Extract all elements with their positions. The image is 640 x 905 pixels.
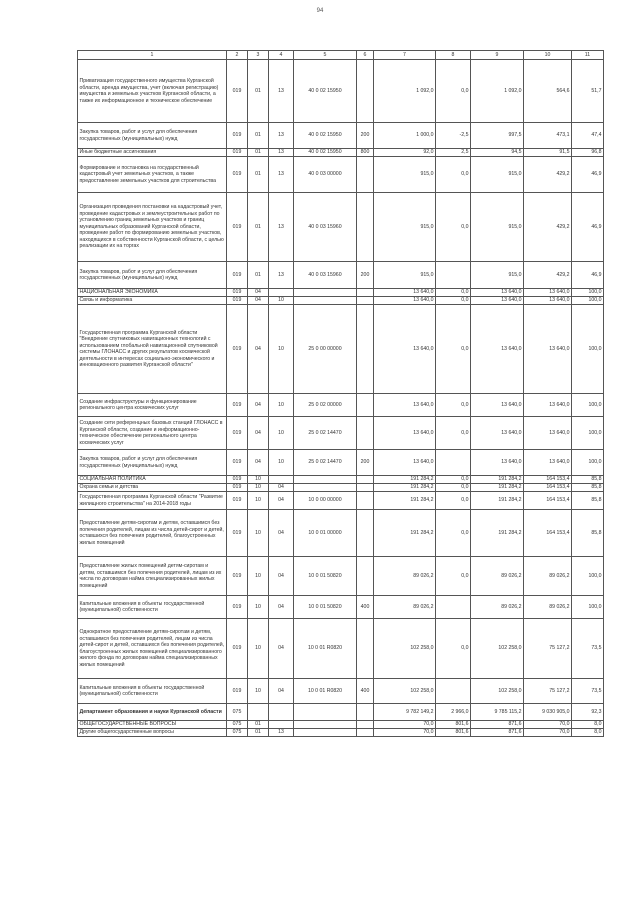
table-cell: 04	[269, 619, 294, 679]
row-label-cell: Капитальные вложения в объекты государственной (муниципальной) собственности	[78, 679, 227, 704]
table-cell: 10	[248, 679, 269, 704]
table-cell: 01	[248, 721, 269, 729]
table-cell: 019	[227, 289, 248, 297]
table-cell: 191 284,2	[471, 510, 524, 557]
table-cell	[357, 704, 374, 721]
table-cell: 85,8	[572, 476, 604, 484]
column-header: 11	[572, 51, 604, 60]
column-header: 3	[248, 51, 269, 60]
table-cell: 75 127,2	[524, 679, 572, 704]
table-cell: 01	[248, 729, 269, 737]
table-cell	[294, 476, 357, 484]
table-cell: 10 0 01 R0820	[294, 679, 357, 704]
table-cell	[357, 476, 374, 484]
table-row	[78, 557, 604, 596]
table-cell: 0,0	[436, 297, 471, 305]
table-cell	[357, 60, 374, 123]
table-cell: 10 0 01 50820	[294, 557, 357, 596]
table-cell: 019	[227, 484, 248, 492]
table-cell: 75 127,2	[524, 619, 572, 679]
table-cell: 13 640,0	[471, 297, 524, 305]
table-cell: 191 284,2	[374, 484, 436, 492]
table-cell	[357, 417, 374, 450]
table-cell: 10 0 01 50820	[294, 596, 357, 619]
row-label-cell: Государственная программа Курганской области "Развитие жилищного строительства" на 2014-2018 годы	[78, 492, 227, 510]
table-row	[78, 305, 604, 394]
table-cell: 40 0 03 15960	[294, 262, 357, 289]
table-cell: 915,0	[374, 193, 436, 262]
table-cell	[294, 289, 357, 297]
row-label-cell: Связь и информатика	[78, 297, 227, 305]
table-cell: 191 284,2	[374, 476, 436, 484]
table-cell: 10	[269, 450, 294, 476]
table-cell: 13	[269, 123, 294, 149]
table-cell: 915,0	[471, 262, 524, 289]
table-row	[78, 123, 604, 149]
table-cell: 01	[248, 157, 269, 193]
table-cell: 91,5	[524, 149, 572, 157]
table-cell	[248, 704, 269, 721]
table-cell: 915,0	[374, 262, 436, 289]
table-cell: 89 026,2	[471, 557, 524, 596]
table-cell: 51,7	[572, 60, 604, 123]
table-cell: 164 153,4	[524, 492, 572, 510]
table-cell: 019	[227, 476, 248, 484]
table-cell: 13 640,0	[471, 394, 524, 417]
table-cell: 10	[269, 297, 294, 305]
table-cell: 10	[248, 476, 269, 484]
table-cell	[294, 721, 357, 729]
table-cell: 2 966,0	[436, 704, 471, 721]
table-cell: 10	[269, 394, 294, 417]
table-cell: 100,0	[572, 557, 604, 596]
table-row	[78, 721, 604, 729]
table-cell: 0,0	[436, 394, 471, 417]
column-header: 9	[471, 51, 524, 60]
table-cell: 019	[227, 157, 248, 193]
table-cell: 13 640,0	[374, 297, 436, 305]
table-cell: 13 640,0	[471, 417, 524, 450]
table-cell: 8,0	[572, 729, 604, 737]
budget-table	[77, 50, 604, 737]
table-cell: 04	[248, 417, 269, 450]
table-cell: 01	[248, 60, 269, 123]
table-cell: 13 640,0	[471, 450, 524, 476]
row-label-cell: ОБЩЕГОСУДАРСТВЕННЫЕ ВОПРОСЫ	[78, 721, 227, 729]
table-cell: 1 092,0	[471, 60, 524, 123]
column-header: 5	[294, 51, 357, 60]
table-cell	[294, 729, 357, 737]
table-cell: 89 026,2	[374, 557, 436, 596]
table-row	[78, 289, 604, 297]
table-cell: 04	[269, 492, 294, 510]
table-cell: 1 092,0	[374, 60, 436, 123]
table-cell: 164 153,4	[524, 510, 572, 557]
table-cell	[357, 394, 374, 417]
table-cell: 019	[227, 492, 248, 510]
row-label-cell: Приватизация государственного имущества Курганской области, аренда имущества, учет (включая регистрацию) имущества и земельных участков Курганской области, а также их информационное и техническое обеспечение	[78, 60, 227, 123]
table-cell	[294, 297, 357, 305]
table-cell: 800	[357, 149, 374, 157]
table-cell: 70,0	[374, 721, 436, 729]
table-cell: 191 284,2	[374, 510, 436, 557]
table-cell: 564,6	[524, 60, 572, 123]
table-cell: 019	[227, 305, 248, 394]
table-cell: 019	[227, 450, 248, 476]
table-cell: 915,0	[471, 193, 524, 262]
table-cell: 13 640,0	[524, 305, 572, 394]
row-label-cell: Другие общегосударственные вопросы	[78, 729, 227, 737]
table-cell: 10	[248, 484, 269, 492]
table-cell: 100,0	[572, 596, 604, 619]
row-label-cell: СОЦИАЛЬНАЯ ПОЛИТИКА	[78, 476, 227, 484]
row-label-cell: Государственная программа Курганской области "Внедрение спутниковых навигационных технологий с использованием глобальной навигационной спутниковой системы ГЛОНАСС и других результатов космической деятельности в интересах социально-экономического и инновационного развития Курганской области"	[78, 305, 227, 394]
table-cell: 96,8	[572, 149, 604, 157]
table-cell: 019	[227, 510, 248, 557]
table-row	[78, 619, 604, 679]
table-cell: 13 640,0	[374, 417, 436, 450]
table-cell	[294, 704, 357, 721]
table-cell: 04	[269, 596, 294, 619]
table-cell: 70,0	[524, 721, 572, 729]
table-cell: 89 026,2	[374, 596, 436, 619]
column-header: 4	[269, 51, 294, 60]
table-cell: 01	[248, 193, 269, 262]
table-cell: 997,5	[471, 123, 524, 149]
table-cell	[357, 729, 374, 737]
table-cell: 13 640,0	[374, 305, 436, 394]
table-cell: 019	[227, 394, 248, 417]
table-cell: -2,5	[436, 123, 471, 149]
table-row	[78, 193, 604, 262]
table-cell: 8,0	[572, 721, 604, 729]
table-cell: 100,0	[572, 450, 604, 476]
row-label-cell: Закупка товаров, работ и услуг для обеспечения государственных (муниципальных) нужд	[78, 262, 227, 289]
row-label-cell: Однократное предоставление детям-сиротам и детям, оставшимся без попечения родителей, лицам из числа детей-сирот и детей, оставшихся без попечения родителей, благоустроенных жилых помещений специализированного жилого фонда по договорам найма специализированных жилых помещений	[78, 619, 227, 679]
table-cell: 10 0 00 00000	[294, 492, 357, 510]
table-cell: 100,0	[572, 289, 604, 297]
table-cell: 102 258,0	[471, 679, 524, 704]
table-cell: 10	[248, 510, 269, 557]
table-cell: 915,0	[374, 157, 436, 193]
table-row	[78, 729, 604, 737]
table-cell: 429,2	[524, 262, 572, 289]
table-cell: 801,6	[436, 721, 471, 729]
table-cell: 04	[248, 394, 269, 417]
table-cell: 13 640,0	[524, 450, 572, 476]
table-cell: 10	[269, 417, 294, 450]
table-cell: 13	[269, 193, 294, 262]
table-cell: 13 640,0	[374, 450, 436, 476]
table-cell: 10	[248, 619, 269, 679]
table-cell: 13 640,0	[524, 394, 572, 417]
table-cell: 13 640,0	[524, 289, 572, 297]
row-label-cell: Иные бюджетные ассигнования	[78, 149, 227, 157]
row-label-cell: Предоставление детям-сиротам и детям, оставшимся без попечения родителей, лицам из числа детей-сирот и детей, оставшихся без попечения родителей, благоустроенных жилых помещений	[78, 510, 227, 557]
table-cell: 0,0	[436, 157, 471, 193]
table-cell	[357, 557, 374, 596]
table-row	[78, 417, 604, 450]
table-cell: 85,8	[572, 484, 604, 492]
table-cell: 04	[248, 289, 269, 297]
table-cell	[294, 484, 357, 492]
table-cell: 019	[227, 557, 248, 596]
table-cell: 89 026,2	[524, 557, 572, 596]
table-cell: 10 0 01 R0820	[294, 619, 357, 679]
table-row	[78, 492, 604, 510]
table-cell: 13	[269, 157, 294, 193]
table-cell: 01	[248, 149, 269, 157]
table-cell: 13	[269, 149, 294, 157]
table-cell: 13	[269, 729, 294, 737]
table-cell: 10	[248, 492, 269, 510]
table-cell: 191 284,2	[471, 484, 524, 492]
table-cell: 70,0	[374, 729, 436, 737]
table-cell: 100,0	[572, 297, 604, 305]
table-cell	[357, 619, 374, 679]
row-label-cell: Капитальные вложения в объекты государственной (муниципальной) собственности	[78, 596, 227, 619]
row-label-cell: Закупка товаров, работ и услуг для обеспечения государственных (муниципальных) нужд	[78, 450, 227, 476]
table-cell: 13	[269, 262, 294, 289]
table-cell: 10	[269, 305, 294, 394]
table-cell	[269, 704, 294, 721]
table-cell: 9 785 115,2	[471, 704, 524, 721]
table-cell: 13 640,0	[374, 394, 436, 417]
table-cell: 46,9	[572, 262, 604, 289]
table-cell: 70,0	[524, 729, 572, 737]
table-cell: 85,8	[572, 492, 604, 510]
table-row	[78, 149, 604, 157]
row-label-cell: Охрана семьи и детства	[78, 484, 227, 492]
table-cell	[269, 476, 294, 484]
table-cell: 102 258,0	[471, 619, 524, 679]
table-cell	[357, 492, 374, 510]
table-cell: 04	[248, 450, 269, 476]
table-cell: 075	[227, 729, 248, 737]
table-cell: 019	[227, 596, 248, 619]
table-cell: 9 030 905,0	[524, 704, 572, 721]
table-cell: 04	[269, 510, 294, 557]
table-cell: 25 0 02 14470	[294, 450, 357, 476]
row-label-cell: Создание инфраструктуры и функционирование регионального центра космических услуг	[78, 394, 227, 417]
table-cell: 25 0 02 00000	[294, 394, 357, 417]
page-number: 94	[316, 8, 324, 14]
column-header: 6	[357, 51, 374, 60]
table-row	[78, 510, 604, 557]
table-cell: 0,0	[436, 492, 471, 510]
table-cell: 100,0	[572, 394, 604, 417]
table-cell: 04	[269, 484, 294, 492]
table-cell: 1 000,0	[374, 123, 436, 149]
table-cell: 10	[248, 557, 269, 596]
row-label-cell: Предоставление жилых помещений детям-сиротам и детям, оставшимся без попечения родителей, лицам из их числа по договорам найма специализированных жилых помещений	[78, 557, 227, 596]
table-cell	[436, 450, 471, 476]
table-cell: 85,8	[572, 510, 604, 557]
table-cell: 40 0 02 15950	[294, 123, 357, 149]
table-cell: 019	[227, 262, 248, 289]
table-cell: 473,1	[524, 123, 572, 149]
table-cell	[269, 721, 294, 729]
table-cell: 92,0	[374, 149, 436, 157]
table-cell: 04	[269, 557, 294, 596]
row-label-cell: Закупка товаров, работ и услуг для обеспечения государственных (муниципальных) нужд	[78, 123, 227, 149]
table-cell: 40 0 03 00000	[294, 157, 357, 193]
table-cell: 0,0	[436, 193, 471, 262]
table-cell	[436, 679, 471, 704]
table-cell: 400	[357, 596, 374, 619]
table-header-row	[78, 51, 604, 60]
table-row	[78, 297, 604, 305]
table-cell: 25 0 02 14470	[294, 417, 357, 450]
column-header: 7	[374, 51, 436, 60]
table-cell: 915,0	[471, 157, 524, 193]
table-cell: 0,0	[436, 417, 471, 450]
column-header: 10	[524, 51, 572, 60]
table-cell	[357, 721, 374, 729]
table-cell: 871,6	[471, 721, 524, 729]
table-cell: 2,5	[436, 149, 471, 157]
table-cell: 0,0	[436, 619, 471, 679]
table-row	[78, 679, 604, 704]
table-cell: 191 284,2	[471, 492, 524, 510]
table-cell: 100,0	[572, 305, 604, 394]
table-cell: 102 258,0	[374, 679, 436, 704]
table-cell: 89 026,2	[524, 596, 572, 619]
column-header: 1	[78, 51, 227, 60]
table-row	[78, 157, 604, 193]
row-label-cell: Создание сети референцных базовых станций ГЛОНАСС в Курганской области, создание и информационно-техническое обеспечение регионального центра космических услуг	[78, 417, 227, 450]
table-cell: 10	[248, 596, 269, 619]
table-cell: 25 0 00 00000	[294, 305, 357, 394]
table-cell	[357, 305, 374, 394]
table-cell: 200	[357, 123, 374, 149]
table-cell: 01	[248, 262, 269, 289]
table-cell: 92,3	[572, 704, 604, 721]
table-cell: 0,0	[436, 510, 471, 557]
table-cell: 0,0	[436, 476, 471, 484]
table-cell	[436, 596, 471, 619]
table-row	[78, 476, 604, 484]
table-cell: 0,0	[436, 484, 471, 492]
row-label-cell: Департамент образования и науки Курганской области	[78, 704, 227, 721]
table-cell: 73,5	[572, 619, 604, 679]
table-cell: 019	[227, 417, 248, 450]
table-row	[78, 450, 604, 476]
table-cell: 200	[357, 262, 374, 289]
table-cell	[357, 157, 374, 193]
table-cell: 04	[248, 297, 269, 305]
table-cell: 04	[248, 305, 269, 394]
table-cell: 0,0	[436, 305, 471, 394]
table-cell	[357, 289, 374, 297]
table-cell	[269, 289, 294, 297]
table-cell: 13 640,0	[374, 289, 436, 297]
table-row	[78, 394, 604, 417]
row-label-cell: НАЦИОНАЛЬНАЯ ЭКОНОМИКА	[78, 289, 227, 297]
table-cell: 94,5	[471, 149, 524, 157]
table-cell: 40 0 03 15960	[294, 193, 357, 262]
table-cell: 019	[227, 679, 248, 704]
column-header: 8	[436, 51, 471, 60]
table-cell	[357, 510, 374, 557]
table-cell: 019	[227, 123, 248, 149]
table-cell: 164 153,4	[524, 476, 572, 484]
table-cell	[436, 262, 471, 289]
table-cell: 400	[357, 679, 374, 704]
table-cell: 46,9	[572, 193, 604, 262]
table-cell: 10 0 01 00000	[294, 510, 357, 557]
row-label-cell: Организация проведения постановки на кадастровый учет, проведение кадастровых и землеустроительных работ по установлению границ земельных участков и границ муниципальных образований Курганской области, проведение работ по формированию земельных участков, находящихся в собственности Курганской области, с целью реализации их на торгах	[78, 193, 227, 262]
table-cell: 191 284,2	[374, 492, 436, 510]
table-row	[78, 596, 604, 619]
column-header: 2	[227, 51, 248, 60]
table-cell: 13	[269, 60, 294, 123]
table-cell: 73,5	[572, 679, 604, 704]
table-cell: 0,0	[436, 60, 471, 123]
table-cell: 89 026,2	[471, 596, 524, 619]
table-cell: 429,2	[524, 157, 572, 193]
table-cell: 46,9	[572, 157, 604, 193]
table-cell: 102 258,0	[374, 619, 436, 679]
table-cell: 075	[227, 721, 248, 729]
table-cell: 019	[227, 619, 248, 679]
table-row	[78, 262, 604, 289]
table-cell: 801,6	[436, 729, 471, 737]
table-cell: 04	[269, 679, 294, 704]
table-cell: 075	[227, 704, 248, 721]
table-cell: 200	[357, 450, 374, 476]
table-cell: 40 0 02 15950	[294, 60, 357, 123]
table-cell: 191 284,2	[471, 476, 524, 484]
table-cell: 13 640,0	[471, 305, 524, 394]
table-cell	[357, 193, 374, 262]
table-cell: 9 782 149,2	[374, 704, 436, 721]
table-row	[78, 484, 604, 492]
table-row	[78, 704, 604, 721]
table-cell: 13 640,0	[524, 297, 572, 305]
table-cell: 13 640,0	[471, 289, 524, 297]
table-cell: 019	[227, 297, 248, 305]
table-cell: 13 640,0	[524, 417, 572, 450]
table-cell: 429,2	[524, 193, 572, 262]
table-cell	[357, 484, 374, 492]
table-cell: 164 153,4	[524, 484, 572, 492]
table-cell: 47,4	[572, 123, 604, 149]
table-cell	[357, 297, 374, 305]
table-cell: 019	[227, 60, 248, 123]
table-cell: 0,0	[436, 289, 471, 297]
table-cell: 871,6	[471, 729, 524, 737]
row-label-cell: Формирование и постановка на государственный кадастровый учет земельных участков, а также предоставление земельных участков для строительства	[78, 157, 227, 193]
table-cell: 0,0	[436, 557, 471, 596]
table-cell: 100,0	[572, 417, 604, 450]
table-cell: 019	[227, 149, 248, 157]
table-cell: 019	[227, 193, 248, 262]
table-cell: 40 0 02 15950	[294, 149, 357, 157]
table-cell: 01	[248, 123, 269, 149]
table-row	[78, 60, 604, 123]
